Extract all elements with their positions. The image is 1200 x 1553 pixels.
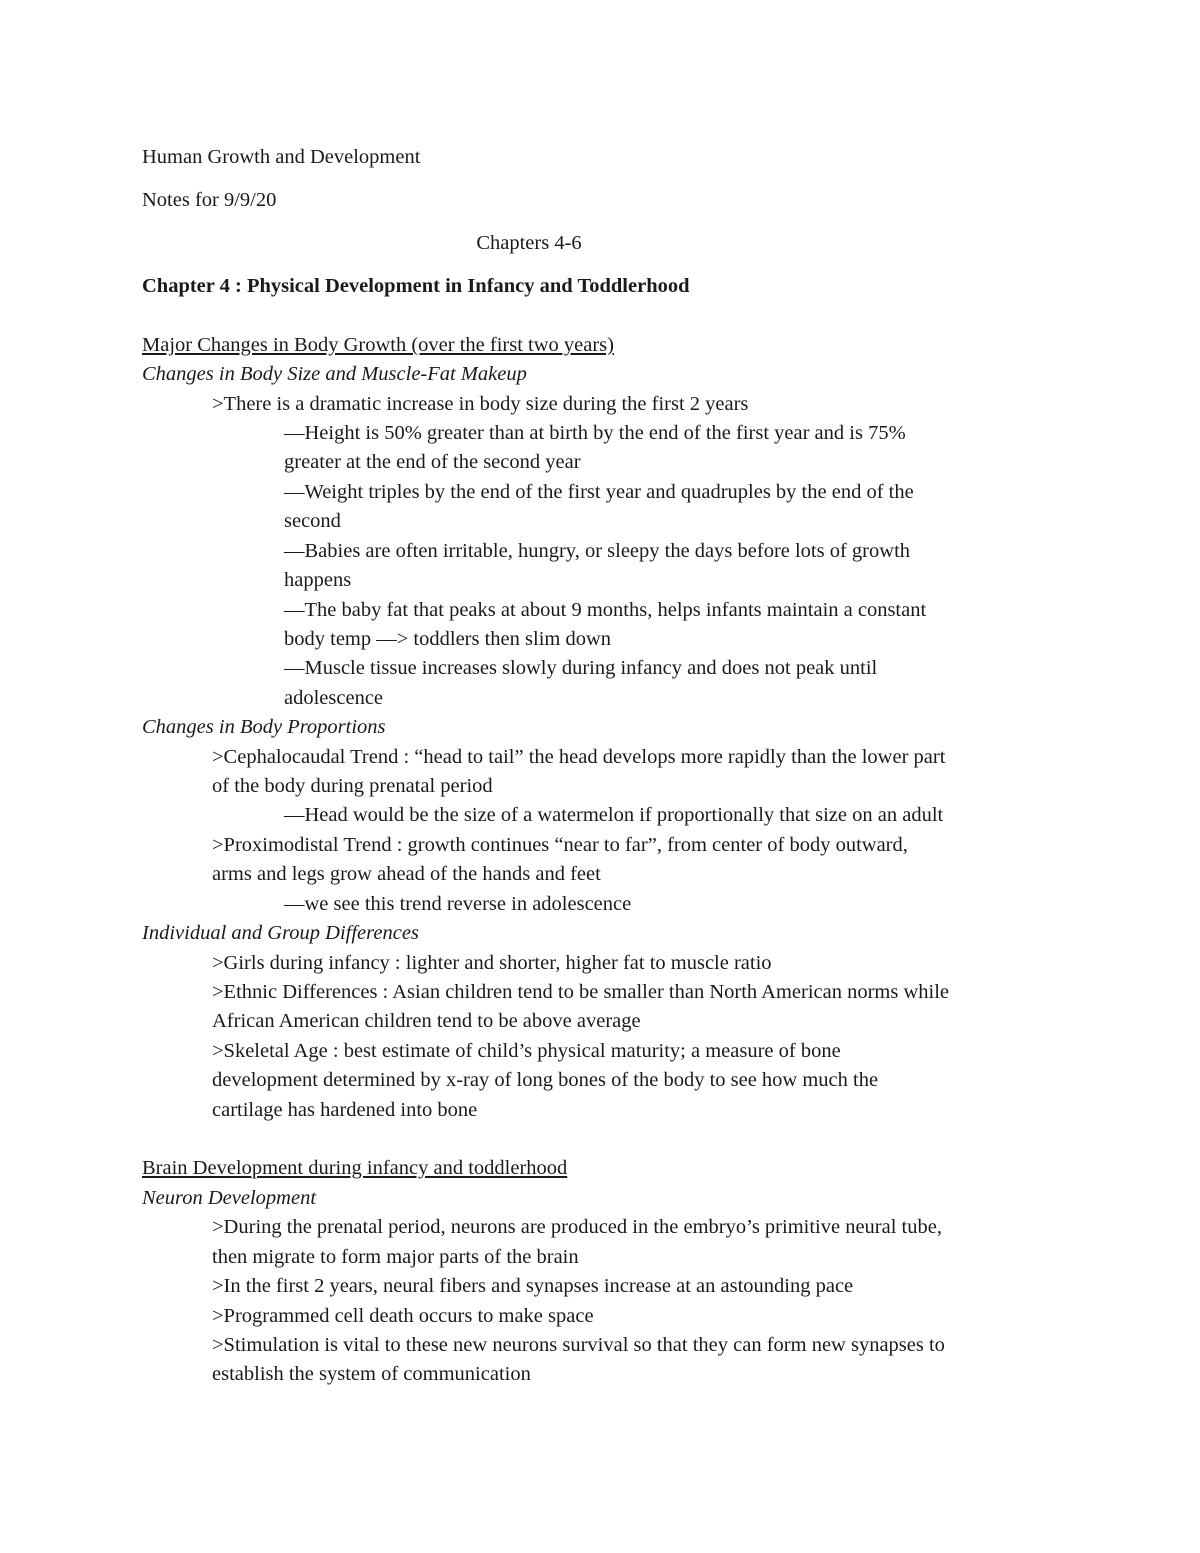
note-trend-reverse: —we see this trend reverse in adolescence xyxy=(284,893,632,915)
note-height: —Height is 50% greater than at birth by the end of the first year and is 75% xyxy=(284,422,906,444)
note-weight: —Weight triples by the end of the first year and quadruples by the end of the xyxy=(284,481,914,503)
notes-date: Notes for 9/9/20 xyxy=(142,189,277,211)
subheading-neuron: Neuron Development xyxy=(142,1187,317,1209)
note-babies: —Babies are often irritable, hungry, or sleepy the days before lots of growth xyxy=(284,540,911,562)
note-skeletal-age-end: cartilage has hardened into bone xyxy=(212,1099,478,1121)
note-prenatal-neurons: >During the prenatal period, neurons are produced in the embryo’s primitive neural tube, xyxy=(212,1216,942,1238)
section-heading-brain: Brain Development during infancy and toddlerhood xyxy=(142,1157,568,1179)
note-cephalocaudal-cont: of the body during prenatal period xyxy=(212,775,493,797)
subheading-differences: Individual and Group Differences xyxy=(142,922,419,944)
note-stimulation: >Stimulation is vital to these new neurons survival so that they can form new synapses to xyxy=(212,1334,945,1356)
subheading-body-proportions: Changes in Body Proportions xyxy=(142,716,386,738)
note-skeletal-age: >Skeletal Age : best estimate of child’s physical maturity; a measure of bone xyxy=(212,1040,841,1062)
note-baby-fat: —The baby fat that peaks at about 9 months, helps infants maintain a constant xyxy=(284,599,927,621)
note-head-size: —Head would be the size of a watermelon if proportionally that size on an adult xyxy=(284,804,944,826)
note-programmed-death: >Programmed cell death occurs to make space xyxy=(212,1305,594,1327)
note-cephalocaudal: >Cephalocaudal Trend : “head to tail” the head develops more rapidly than the lower part xyxy=(212,746,946,768)
note-first-two-years: >In the first 2 years, neural fibers and synapses increase at an astounding pace xyxy=(212,1275,854,1297)
note-girls: >Girls during infancy : lighter and shorter, higher fat to muscle ratio xyxy=(212,952,772,974)
note-prenatal-neurons-cont: then migrate to form major parts of the brain xyxy=(212,1246,579,1268)
course-title: Human Growth and Development xyxy=(142,146,421,168)
note-proximodistal: >Proximodistal Trend : growth continues “near to far”, from center of body outward, xyxy=(212,834,908,856)
note-muscle: —Muscle tissue increases slowly during infancy and does not peak until xyxy=(284,657,878,679)
note-height-cont: greater at the end of the second year xyxy=(284,451,581,473)
section-heading-body-growth: Major Changes in Body Growth (over the first two years) xyxy=(142,334,614,356)
note-skeletal-age-cont: development determined by x-ray of long bones of the body to see how much the xyxy=(212,1069,879,1091)
subheading-body-size: Changes in Body Size and Muscle-Fat Makeup xyxy=(142,363,527,385)
note-babies-cont: happens xyxy=(284,569,352,591)
note-baby-fat-cont: body temp —> toddlers then slim down xyxy=(284,628,612,650)
note-weight-cont: second xyxy=(284,510,341,532)
note-proximodistal-cont: arms and legs grow ahead of the hands and feet xyxy=(212,863,601,885)
note-body-size: >There is a dramatic increase in body size during the first 2 years xyxy=(212,393,749,415)
note-ethnic-cont: African American children tend to be above average xyxy=(212,1010,641,1032)
chapter-4-title: Chapter 4 : Physical Development in Infancy and Toddlerhood xyxy=(142,275,690,297)
note-stimulation-cont: establish the system of communication xyxy=(212,1363,531,1385)
note-muscle-cont: adolescence xyxy=(284,687,384,709)
note-ethnic: >Ethnic Differences : Asian children tend to be smaller than North American norms while xyxy=(212,981,950,1003)
chapters-range: Chapters 4-6 xyxy=(476,232,582,254)
